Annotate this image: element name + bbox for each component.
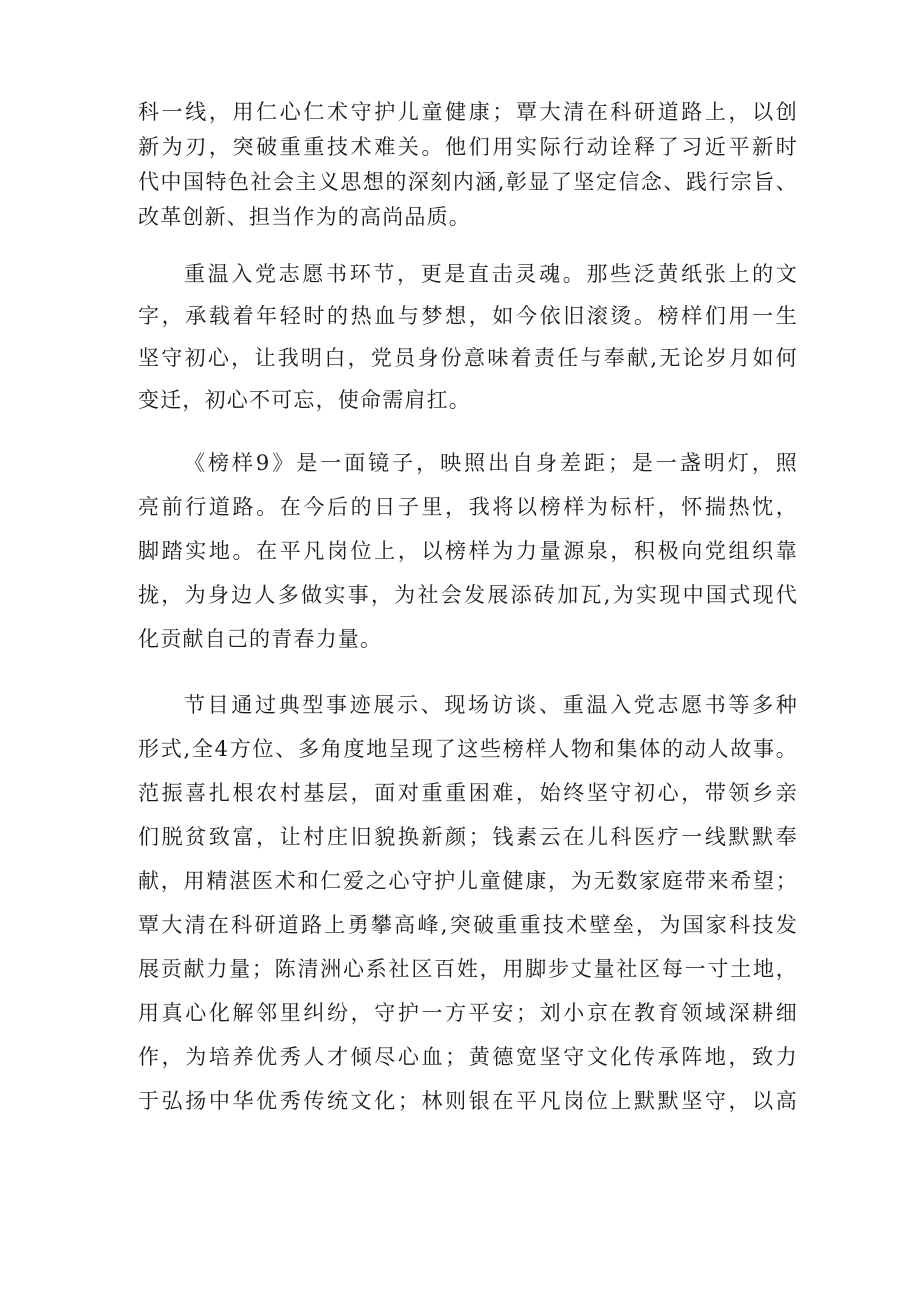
article-body <box>138 95 798 1123</box>
paragraph-3 <box>138 441 798 661</box>
text-line: 于弘扬中华优秀传统文化；林则银在平凡岗位上默默坚守，以高 <box>138 1089 798 1113</box>
text-line: 脚踏实地。在平凡岗位上，以榜样为力量源泉，积极向党组织靠 <box>138 539 798 563</box>
text-line: 代中国特色社会主义思想的深刻内涵,彰显了坚定信念、践行宗旨、 <box>138 170 798 194</box>
text-line: 献，用精湛医术和仁爱之心守护儿童健康，为无数家庭带来希望； <box>138 869 798 893</box>
text-line: 用真心化解邻里纠纷，守护一方平安；刘小京在教育领域深耕细 <box>138 1001 798 1025</box>
paragraph-4 <box>138 683 798 1123</box>
text-line: 字，承载着年轻时的热血与梦想，如今依旧滚烫。榜样们用一生 <box>138 304 798 328</box>
text-line: 化贡献自己的青春力量。 <box>138 627 383 651</box>
text-line: 坚守初心，让我明白，党员身份意味着责任与奉献,无论岁月如何 <box>138 346 798 370</box>
text-line: 形式,全4方位、多角度地呈现了这些榜样人物和集体的动人故事。 <box>138 737 798 761</box>
text-line: 拢，为身边人多做实事，为社会发展添砖加瓦,为实现中国式现代 <box>138 583 798 607</box>
text-line: 新为刃，突破重重技术难关。他们用实际行动诠释了习近平新时 <box>138 135 798 159</box>
text-line: 亮前行道路。在今后的日子里，我将以榜样为标杆，怀揣热忱， <box>138 495 798 519</box>
text-line: 科一线，用仁心仁术守护儿童健康；覃大清在科研道路上，以创 <box>138 100 798 124</box>
text-line: 范振喜扎根农村基层，面对重重困难，始终坚守初心，带领乡亲 <box>138 781 798 805</box>
text-line: 变迁，初心不可忘，使命需肩扛。 <box>138 388 471 412</box>
text-line: 重温入党志愿书环节，更是直击灵魂。那些泛黄纸张上的文 <box>184 262 798 286</box>
text-line: 节目通过典型事迹展示、现场访谈、重温入党志愿书等多种 <box>184 693 798 717</box>
paragraph-1 <box>138 95 798 235</box>
paragraph-2 <box>138 253 798 421</box>
text-line: 改革创新、担当作为的高尚品质。 <box>138 205 471 229</box>
text-line: 《榜样9》是一面镜子，映照出自身差距；是一盏明灯，照 <box>184 451 798 475</box>
text-line: 作，为培养优秀人才倾尽心血；黄德宽坚守文化传承阵地，致力 <box>138 1045 798 1069</box>
text-line: 覃大清在科研道路上勇攀高峰,突破重重技术壁垒，为国家科技发 <box>138 913 798 937</box>
text-line: 展贡献力量；陈清洲心系社区百姓，用脚步丈量社区每一寸土地， <box>138 957 798 981</box>
text-line: 们脱贫致富，让村庄旧貌换新颜；钱素云在儿科医疗一线默默奉 <box>138 825 798 849</box>
